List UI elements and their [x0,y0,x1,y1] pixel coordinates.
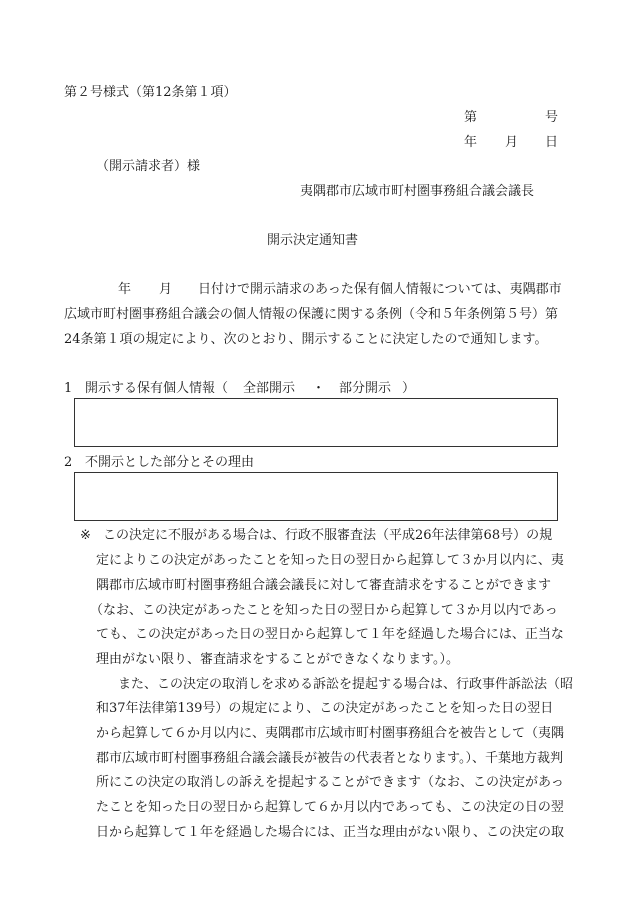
intro-line-1: 日付けで開示請求のあった保有個人情報については、夷隅郡市 [198,282,562,297]
option-partial-disclosure: 部分開示 [339,381,392,396]
intro-year: 年 [118,282,132,297]
form-label: 第２号様式（第12条第１項） [64,85,237,100]
note-para2-line-6: たことを知った日の翌日から起算して６か月以内であっても、この決定の日の翌 [96,800,564,815]
note-para2-line-1: また、この決定の取消しを求める訴訟を提起する場合は、行政事件訴訟法（昭 [118,677,574,692]
note-para2-line-2: 和37年法律第139号）の規定により、この決定があったことを知った日の翌日 [96,701,554,716]
note-para2-line-7: 日から起算して１年を経過した場合には、正当な理由がない限り、この決定の取 [96,825,565,840]
note-para2-line-4: 郡市広域市町村圏事務組合議会議長が被告の代表者となります。）、千葉地方裁判 [96,751,563,766]
intro-line-3: 24条第１項の規定により、次のとおり、開示することに決定したので通知します。 [64,332,548,347]
note-para2-line-3: から起算して６か月以内に、夷隅郡市広域市町村圏事務組合を被告として（夷隅 [96,726,565,741]
section2-label: 不開示とした部分とその理由 [85,455,255,470]
date-month: 月 [505,135,519,150]
note-line-5: ても、この決定があった日の翌日から起算して１年を経過した場合には、正当な [96,627,564,642]
note-line-4: （なお、この決定があったことを知った日の翌日から起算して３か月以内であっ [90,603,558,618]
note-para2-line-5: 所にこの決定の取消しの訴えを提起することができます（なお、この決定があっ [96,775,564,790]
intro-month: 月 [159,282,173,297]
note-line-3: 隅郡市広域市町村圏事務組合議会議長に対して審査請求をすることができます [96,578,552,593]
section1-number: 1 [64,381,73,396]
section1-box[interactable] [74,398,558,447]
note-line-6: 理由がない限り、審査請求をすることができなくなります。）。 [96,652,459,667]
section2-number: 2 [64,455,73,470]
section1-close: ） [402,381,416,396]
option-separator: ・ [312,381,326,396]
page-title: 開示決定通知書 [267,233,359,248]
option-full-disclosure: 全部開示 [243,381,296,396]
note-mark: ※ [80,528,91,543]
date-day: 日 [545,135,559,150]
section2-box[interactable] [74,472,558,521]
section1-label: 開示する保有個人情報（ [85,381,229,396]
doc-number-suffix: 号 [545,110,559,125]
note-line-1: この決定に不服がある場合は、行政不服審査法（平成26年法律第68号）の規 [103,528,553,543]
sender: 夷隅郡市広域市町村圏事務組合議会議長 [300,184,535,199]
doc-number-prefix: 第 [464,110,478,125]
note-line-2: 定によりこの決定があったことを知った日の翌日から起算して３か月以内に、夷 [96,553,564,568]
date-year: 年 [464,135,478,150]
intro-line-2: 広域市町村圏事務組合議会の個人情報の保護に関する条例（令和５年条例第５号）第 [64,307,559,322]
addressee: （開示請求者）様 [96,159,201,174]
